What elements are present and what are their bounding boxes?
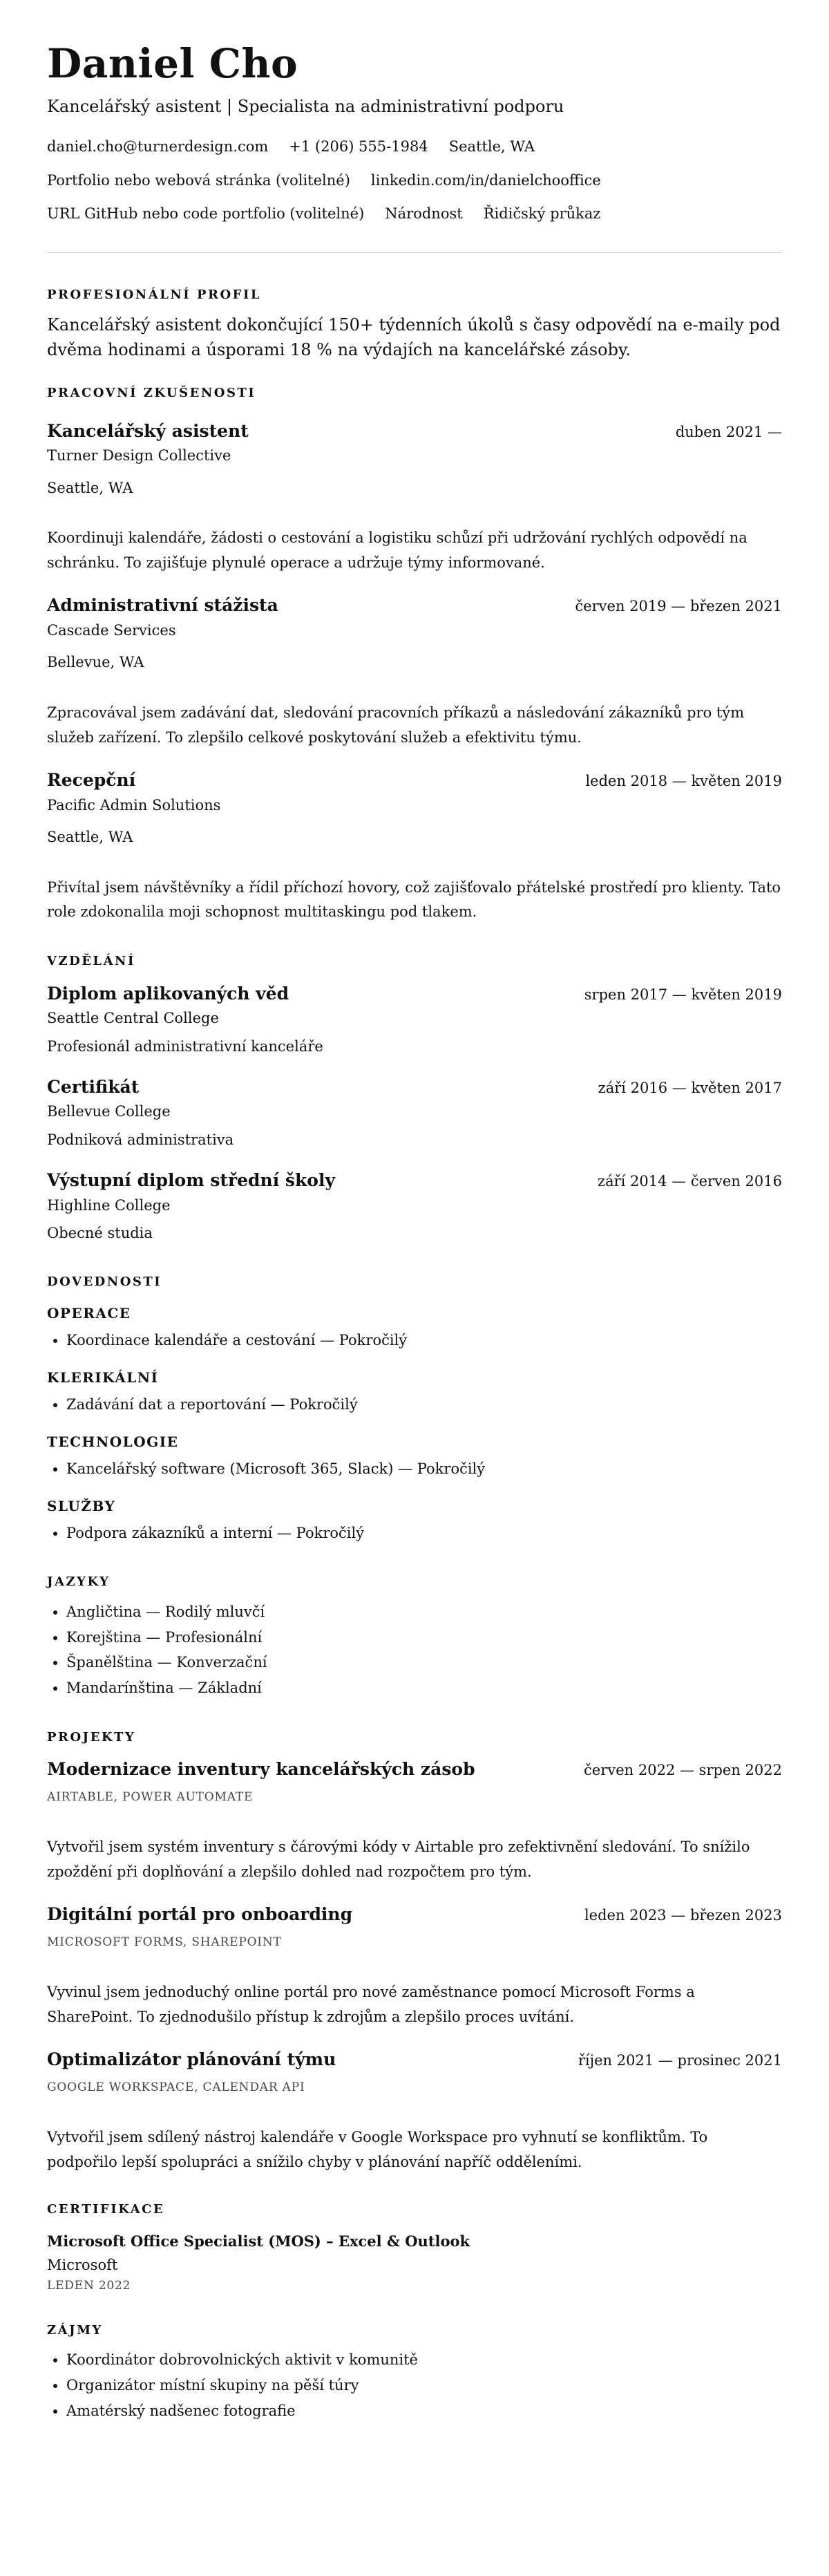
contact-row-primary [47, 136, 782, 157]
candidate-name: Daniel Cho [47, 40, 298, 87]
project-title: Modernizace inventury kancelářských zásob [47, 1759, 475, 1780]
project-entry [47, 2049, 782, 2174]
skills-section [47, 1275, 782, 1546]
skill-list [47, 1392, 782, 1418]
job-description: Zpracovával jsem zadávání dat, sledování pracovních příkazů a následování zákazníků pro tým služeb zařízení. To zlepšilo celkové poskytování služeb a efektivitu týmu. [47, 704, 745, 746]
education-entry [47, 1076, 782, 1150]
experience-section-title: PRACOVNÍ ZKUŠENOSTI [47, 386, 256, 401]
skill-item: • Podpora zákazníků a interní — Pokročilý [66, 1521, 782, 1546]
project-description: Vytvořil jsem sdílený nástroj kalendáře v Google Workspace pro vyhnutí se konfliktům. To podpořilo lepší spolupráci a snížilo chyby v plánování napříč odděleními. [47, 2129, 708, 2170]
skill-group-title: SLUŽBY [47, 1497, 116, 1514]
language-item: • Španělština — Konverzační [66, 1650, 782, 1675]
degree-title: Výstupní diplom střední školy [47, 1170, 336, 1191]
education-dates: září 2016 — květen 2017 [598, 1079, 782, 1096]
contact-location: Seattle, WA [448, 138, 535, 156]
contact-row-links [47, 170, 782, 191]
license-field: Řidičský průkaz [483, 205, 601, 223]
language-item: • Angličtina — Rodilý mluvčí [66, 1599, 782, 1625]
language-item: • Mandarínština — Základní [66, 1675, 782, 1701]
project-tech: GOOGLE WORKSPACE, CALENDAR API [47, 2080, 305, 2094]
job-dates: červen 2019 — březen 2021 [575, 598, 782, 615]
job-description: Koordinuji kalendáře, žádosti o cestování a logistiku schůzí při udržování rychlých odpovědí na schránku. To zajišťuje plynulé operace a udržuje týmy informované. [47, 529, 747, 571]
certifications-section-title: CERTIFIKACE [47, 2202, 165, 2217]
project-entry [47, 1903, 782, 2029]
skill-item: • Kancelářský software (Microsoft 365, Slack) — Pokročilý [66, 1456, 782, 1482]
language-item: • Korejština — Profesionální [66, 1625, 782, 1651]
job-location: Seattle, WA [47, 829, 133, 846]
contact-phone[interactable]: +1 (206) 555-1984 [289, 138, 428, 156]
degree-title: Diplom aplikovaných věd [47, 983, 289, 1004]
certifications-section [47, 2202, 782, 2292]
education-dates: srpen 2017 — květen 2019 [584, 986, 782, 1003]
interests-section-title: ZÁJMY [47, 2322, 103, 2338]
languages-section-title: JAZYKY [47, 1574, 111, 1590]
profile-summary: Kancelářský asistent dokončující 150+ týdenních úkolů s časy odpovědí na e-maily pod dvěma hodinami a úsporami 18 % na výdajích na kancelářské zásoby. [47, 315, 781, 359]
skill-item: • Koordinace kalendáře a cestování — Pokročilý [66, 1328, 782, 1353]
job-company: Turner Design Collective [47, 447, 231, 464]
job-title: Kancelářský asistent [47, 420, 249, 441]
profile-section [47, 288, 782, 363]
field-of-study: Profesionál administrativní kanceláře [47, 1037, 323, 1055]
candidate-headline: Kancelářský asistent | Specialista na administrativní podporu [47, 96, 564, 116]
project-tech: AIRTABLE, POWER AUTOMATE [47, 1789, 254, 1804]
project-description: Vyvinul jsem jednoduchý online portál pro nové zaměstnance pomocí Microsoft Forms a SharePoint. To zjednodušilo přístup k zdrojům a zlepšilo proces uvítání. [47, 1984, 695, 2025]
cert-date: LEDEN 2022 [47, 2278, 131, 2293]
skill-list [47, 1521, 782, 1546]
school-name: Seattle Central College [47, 1010, 219, 1027]
resume-header [47, 40, 782, 225]
job-company: Cascade Services [47, 621, 176, 639]
school-name: Bellevue College [47, 1103, 171, 1120]
skill-list [47, 1328, 782, 1353]
school-name: Highline College [47, 1196, 171, 1214]
interest-item: • Amatérský nadšenec fotografie [66, 2398, 782, 2424]
contact-row-extra [47, 203, 782, 224]
experience-section [47, 386, 782, 925]
experience-entry [47, 420, 782, 576]
cert-title: Microsoft Office Specialist (MOS) – Excel & Outlook [47, 2232, 470, 2250]
interest-item: • Koordinátor dobrovolnických aktivit v komunitě [66, 2347, 782, 2373]
experience-entry [47, 594, 782, 750]
experience-entry [47, 769, 782, 925]
project-tech: MICROSOFT FORMS, SHAREPOINT [47, 1935, 282, 1949]
language-list [47, 1599, 782, 1701]
interests-section [47, 2323, 782, 2424]
education-entry [47, 983, 782, 1057]
education-entry [47, 1169, 782, 1243]
skill-list [47, 1456, 782, 1482]
interest-item: • Organizátor místní skupiny na pěší túry [66, 2373, 782, 2398]
skill-group-title: KLERIKÁLNÍ [47, 1369, 159, 1386]
education-section-title: VZDĚLÁNÍ [47, 953, 135, 968]
job-title: Administrativní stážista [47, 595, 278, 616]
languages-section [47, 1574, 782, 1701]
skill-group-title: OPERACE [47, 1305, 131, 1322]
project-entry [47, 1758, 782, 1884]
profile-section-title: PROFESIONÁLNÍ PROFIL [47, 287, 262, 302]
job-title: Recepční [47, 770, 136, 791]
field-of-study: Podniková administrativa [47, 1131, 234, 1148]
job-dates: duben 2021 — [675, 423, 782, 440]
portfolio-link[interactable]: Portfolio nebo webová stránka (volitelné) [47, 171, 350, 189]
project-dates: leden 2023 — březen 2023 [584, 1907, 782, 1924]
skill-item: • Zadávání dat a reportování — Pokročilý [66, 1392, 782, 1418]
job-company: Pacific Admin Solutions [47, 796, 221, 814]
projects-section-title: PROJEKTY [47, 1729, 136, 1745]
nationality-field: Národnost [385, 205, 463, 223]
github-link[interactable]: URL GitHub nebo code portfolio (volitelné) [47, 205, 365, 223]
job-location: Bellevue, WA [47, 654, 144, 671]
education-dates: září 2014 — červen 2016 [598, 1173, 782, 1190]
job-location: Seattle, WA [47, 479, 133, 496]
interest-list [47, 2347, 782, 2423]
projects-section [47, 1730, 782, 2175]
skill-group-title: TECHNOLOGIE [47, 1433, 179, 1450]
job-dates: leden 2018 — květen 2019 [585, 773, 782, 790]
cert-issuer: Microsoft [47, 2257, 118, 2274]
project-dates: červen 2022 — srpen 2022 [584, 1762, 782, 1779]
degree-title: Certifikát [47, 1076, 140, 1097]
skills-section-title: DOVEDNOSTI [47, 1274, 162, 1289]
education-section [47, 954, 782, 1244]
contact-email[interactable]: daniel.cho@turnerdesign.com [47, 138, 269, 156]
project-dates: říjen 2021 — prosinec 2021 [578, 2052, 782, 2069]
job-description: Přivítal jsem návštěvníky a řídil příchozí hovory, což zajišťovalo přátelské prostředí pro klienty. Tato role zdokonalila moji schopnost multitaskingu pod tlakem. [47, 878, 781, 921]
field-of-study: Obecné studia [47, 1225, 153, 1242]
header-divider [47, 252, 782, 253]
project-description: Vytvořil jsem systém inventury s čárovými kódy v Airtable pro zefektivnění sledování. To snížilo zpoždění při doplňování a zlepšilo dohled nad rozpočtem pro tým. [47, 1839, 750, 1880]
linkedin-link[interactable]: linkedin.com/in/danielchooffice [370, 171, 601, 189]
project-title: Optimalizátor plánování týmu [47, 2049, 336, 2070]
project-title: Digitální portál pro onboarding [47, 1904, 353, 1925]
